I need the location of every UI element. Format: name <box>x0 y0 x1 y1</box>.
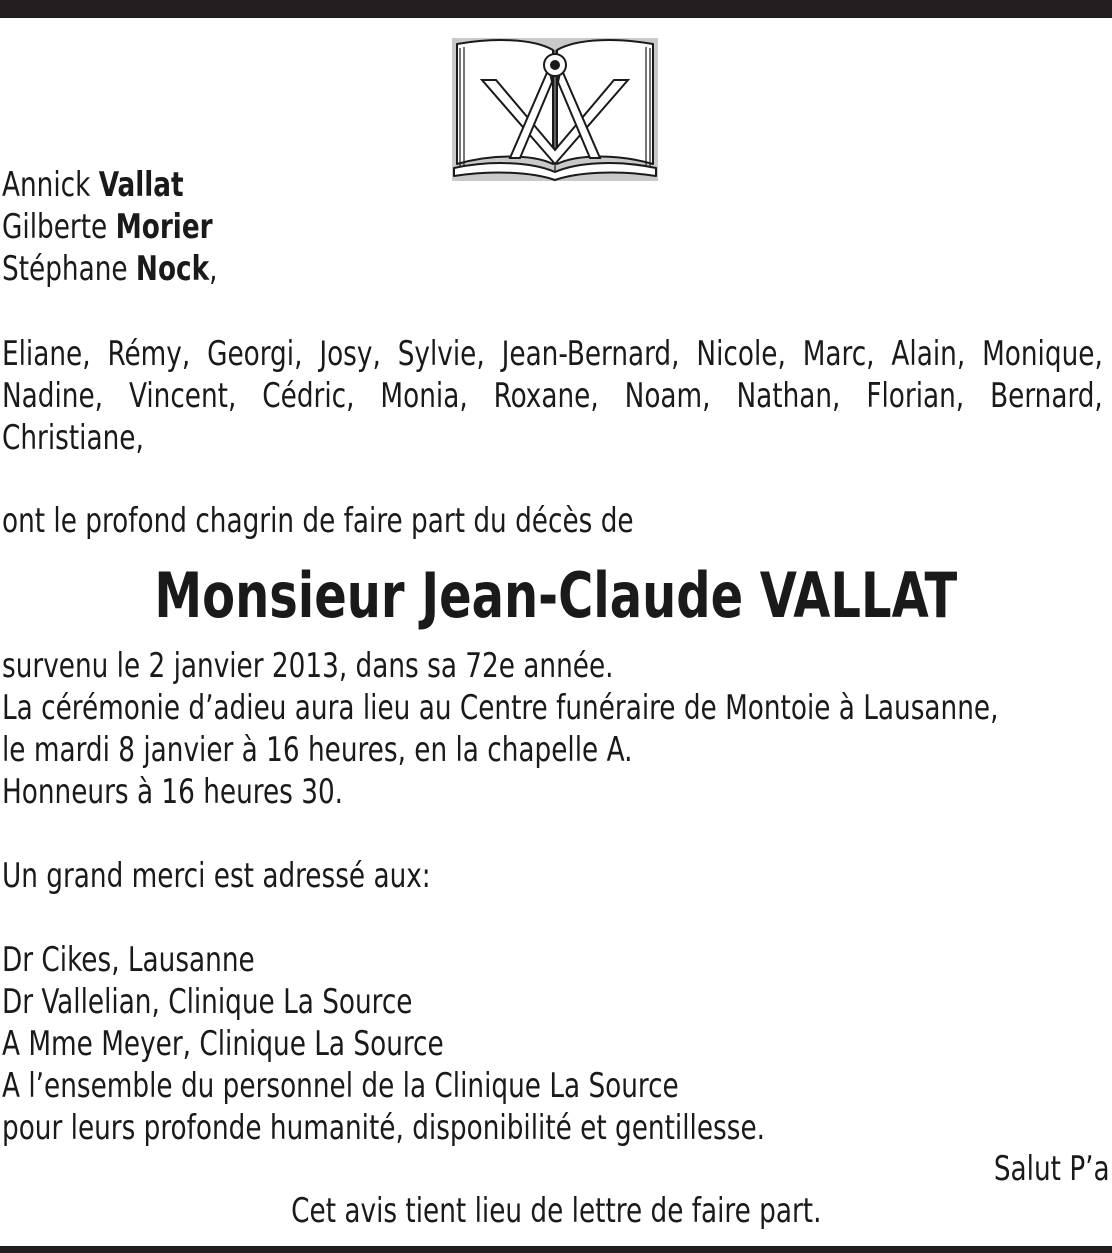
detail-line: La cérémonie d’adieu aura lieu au Centre funéraire de Montoie à Lausanne, <box>2 688 999 728</box>
footer-note <box>0 1190 1112 1232</box>
thanks-line: Dr Vallelian, Clinique La Source <box>2 982 413 1022</box>
signature-text: Salut P’a <box>994 1149 1110 1189</box>
signatory-first-name: Stéphane <box>2 249 128 289</box>
thanks-intro: Un grand merci est adressé aux: <box>2 856 431 896</box>
thanks-line: A Mme Meyer, Clinique La Source <box>2 1024 444 1064</box>
thanks-line: pour leurs profonde humanité, disponibilité et gentillesse. <box>2 1108 765 1148</box>
family-names-paragraph: Eliane, Rémy, Georgi, Josy, Sylvie, Jean-Bernard, Nicole, Marc, Alain, Monique, Nadine, Vincent, Cédric, Monia, Roxane, Noam, Nathan, Florian, Bernard, Christiane, <box>2 334 1103 458</box>
thanks-line: A l’ensemble du personnel de la Clinique La Source <box>2 1066 679 1106</box>
top-border-rule <box>0 0 1112 18</box>
signatory-suffix: , <box>209 249 218 289</box>
deceased-name-heading <box>0 560 1112 632</box>
signatory-last-name: Vallat <box>98 165 184 205</box>
footer-text: Cet avis tient lieu de lettre de faire part. <box>290 1191 822 1231</box>
masonic-emblem-icon <box>452 38 658 181</box>
signatory-line <box>2 248 217 290</box>
signatory-line <box>2 206 213 248</box>
signatory-last-name: Nock <box>135 249 210 289</box>
bottom-border-rule <box>0 1246 1112 1253</box>
detail-line: survenu le 2 janvier 2013, dans sa 72e année. <box>2 646 614 686</box>
signatory-first-name: Annick <box>2 165 91 205</box>
detail-line: le mardi 8 janvier à 16 heures, en la chapelle A. <box>2 730 633 770</box>
deceased-name: Monsieur Jean-Claude VALLAT <box>154 559 958 632</box>
detail-line: Honneurs à 16 heures 30. <box>2 772 344 812</box>
signatory-last-name: Morier <box>115 207 213 247</box>
signatory-first-name: Gilberte <box>2 207 108 247</box>
thanks-line: Dr Cikes, Lausanne <box>2 940 255 980</box>
signatory-line <box>2 164 184 206</box>
announcement-text: ont le profond chagrin de faire part du décès de <box>2 501 634 541</box>
